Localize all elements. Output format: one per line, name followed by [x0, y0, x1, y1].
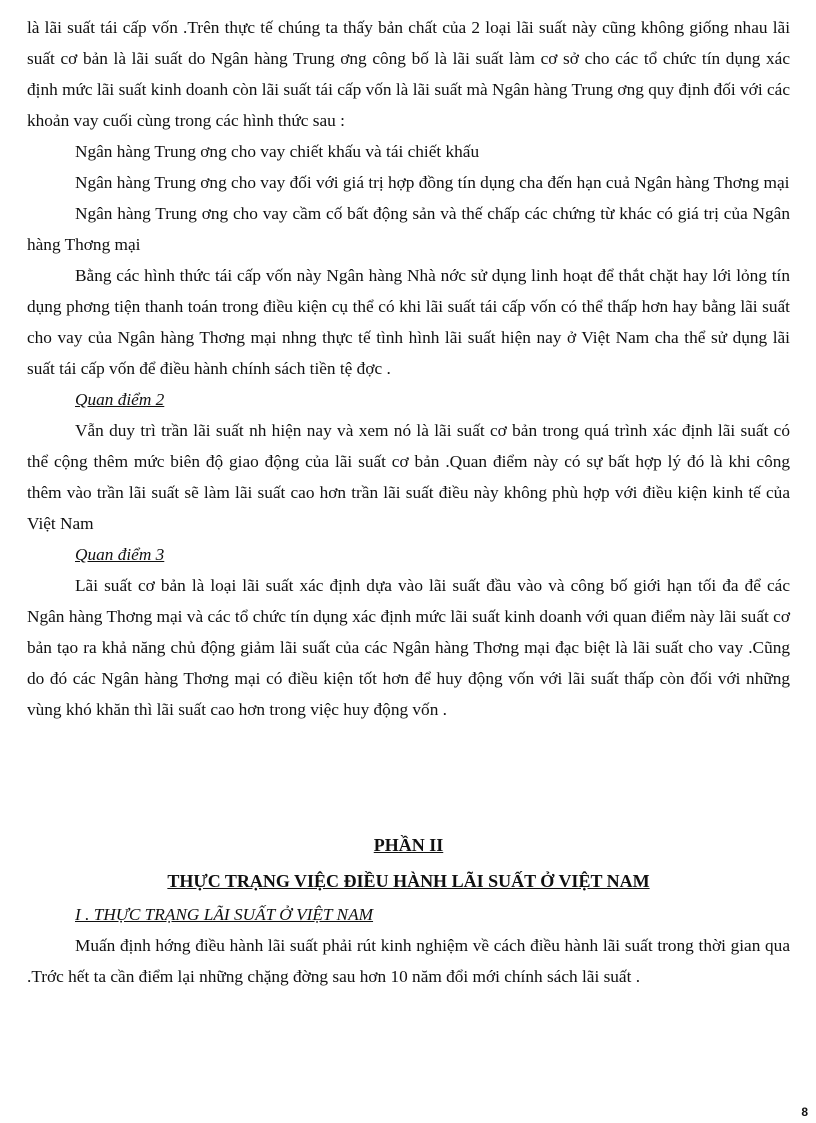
view-3-text: Lãi suất cơ bản là loại lãi suất xác định dựa vào lãi suất đầu vào và công bố giới hạn tối đa để các Ngân hàng Thơng mại và các tổ chức tín dụng xác định mức lãi suất kinh doanh với quan điểm này lãi suất cơ bản tạo ra khả năng chủ động giảm lãi suất của các Ngân hàng Thơng mại đạc biệt là lãi suất cho vay .Cũng do đó các Ngân hàng Thơng mại có điều kiện tốt hơn để huy động vốn với lãi suất thấp còn đối với những vùng khó khăn thì lãi suất cao hơn trong việc huy động vốn .	[27, 576, 790, 719]
view-3-heading: Quan điểm 3	[75, 545, 165, 564]
document-page	[27, 12, 790, 992]
section-text: Muấn định hớng điều hành lãi suất phải rút kinh nghiệm về cách điều hành lãi suất trong thời gian qua .Trớc hết ta cần điểm lại những chặng đờng sau hơn 10 năm đổi mới chính sách lãi suất .	[27, 936, 790, 986]
list-item-discount: Ngân hàng Trung ơng cho vay chiết khấu và tái chiết khấu	[75, 142, 480, 161]
chapter-title: THỰC TRẠNG VIỆC ĐIỀU HÀNH LÃI SUẤT Ở VIỆT NAM	[167, 871, 650, 891]
list-item-collateral: Ngân hàng Trung ơng cho vay cầm cố bất động sản và thế chấp các chứng từ khác có giá trị của Ngân hàng Thơng mại	[27, 204, 790, 254]
section-heading: I . THỰC TRẠNG LÃI SUẤT Ở VIỆT NAM	[75, 905, 374, 924]
section-spacer	[27, 725, 790, 827]
view-2-heading: Quan điểm 2	[75, 390, 165, 409]
list-item-credit-contract: Ngân hàng Trung ơng cho vay đối với giá trị hợp đồng tín dụng cha đến hạn cuả Ngân hàng Thơng mại	[75, 173, 790, 192]
page-number: 8	[801, 1105, 808, 1119]
view-2-text: Vẫn duy trì trần lãi suất nh hiện nay và xem nó là lãi suất cơ bản trong quá trình xác định lãi suất có thể cộng thêm mức biên độ giao động của lãi suất cơ bản .Quan điểm này có sự bất hợp lý đó là khi công thêm vào trần lãi suất sẽ làm lãi suất cao hơn trần lãi suất điều này không phù hợp với điều kiện kinh tế của Việt Nam	[27, 421, 790, 533]
paragraph-rediscount-intro: là lãi suất tái cấp vốn .Trên thực tế chúng ta thấy bản chất của 2 loại lãi suất này cũng không giống nhau lãi suất cơ bản là lãi suất do Ngân hàng Trung ơng công bố là lãi suất làm cơ sở cho các tổ chức tín dụng xác định mức lãi suất kinh doanh còn lãi suất tái cấp vốn là lãi suất mà Ngân hàng Trung ơng quy định đối với các khoản vay cuối cùng trong các hình thức sau :	[27, 18, 790, 130]
paragraph-rediscount-usage: Bằng các hình thức tái cấp vốn này Ngân hàng Nhà nớc sử dụng linh hoạt để thắt chặt hay lới lỏng tín dụng phơng tiện thanh toán trong điều kiện cụ thể có khi lãi suất tái cấp vốn có thể thấp hơn hay bằng lãi suất cho vay của Ngân hàng Thơng mại nhng thực tế tình hình lãi suất hiện nay ở Việt Nam cha thể sử dụng lãi suất tái cấp vốn để điều hành chính sách tiền tệ đợc .	[27, 266, 790, 378]
part-title: PHẦN II	[373, 835, 444, 855]
